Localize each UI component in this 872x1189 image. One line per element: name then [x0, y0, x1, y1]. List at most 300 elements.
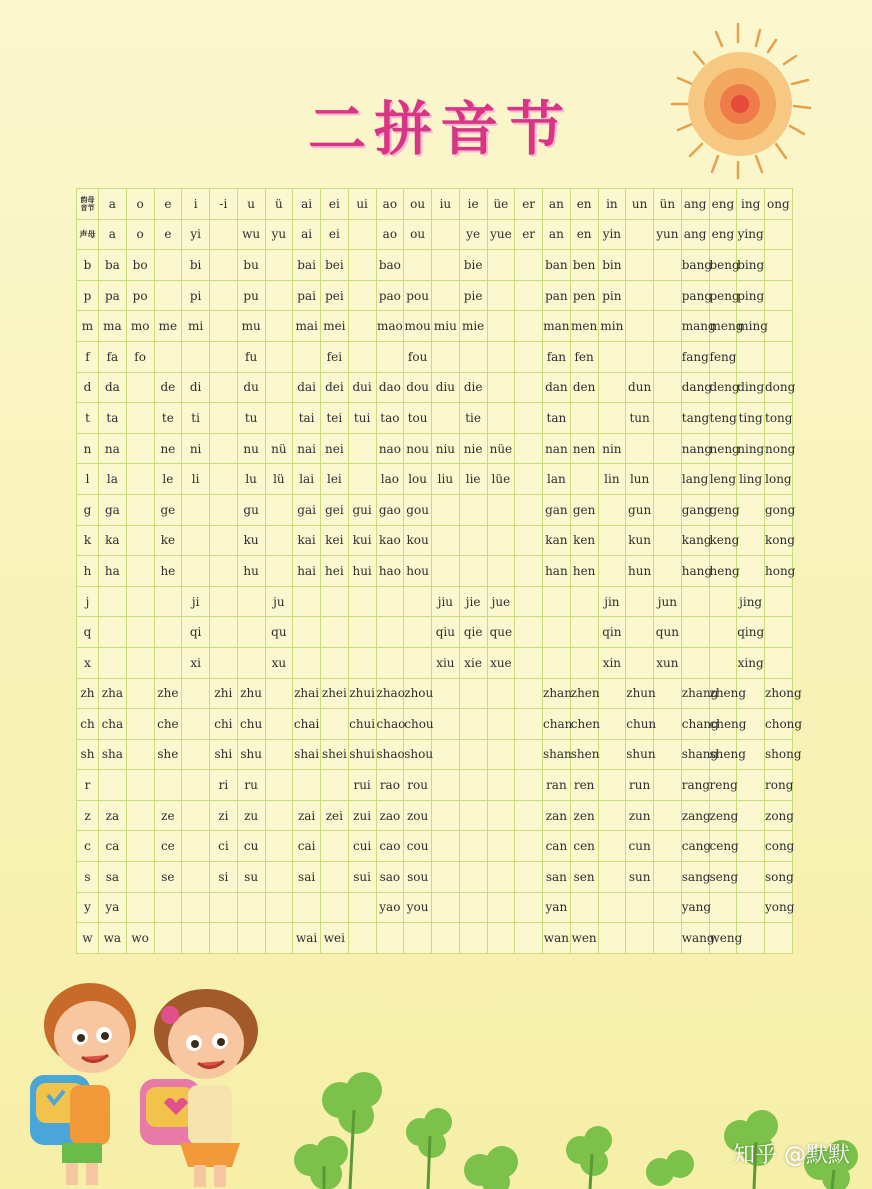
- syllable-cell: [543, 586, 571, 617]
- syllable-cell: ke: [154, 525, 182, 556]
- syllable-cell: [265, 739, 293, 770]
- syllable-cell: deng: [709, 372, 737, 403]
- syllable-cell: [487, 556, 515, 587]
- syllable-cell: lü: [265, 464, 293, 495]
- initial-cell: q: [77, 617, 99, 648]
- syllable-cell: [515, 617, 543, 648]
- syllable-cell: [598, 831, 626, 862]
- syllable-cell: [654, 800, 682, 831]
- syllable-cell: wan: [543, 923, 571, 954]
- syllable-cell: [765, 647, 793, 678]
- table-row: [77, 709, 793, 740]
- syllable-cell: ze: [154, 800, 182, 831]
- syllable-cell: feng: [709, 341, 737, 372]
- syllable-cell: bei: [321, 250, 349, 281]
- syllable-cell: [487, 923, 515, 954]
- final-header: e: [154, 189, 182, 220]
- syllable-cell: chun: [626, 709, 654, 740]
- syllable-cell: man: [543, 311, 571, 342]
- syllable-cell: bi: [182, 250, 210, 281]
- syllable-cell: zao: [376, 800, 404, 831]
- syllable-cell: mu: [237, 311, 265, 342]
- syllable-cell: [626, 250, 654, 281]
- syllable-cell: zun: [626, 800, 654, 831]
- syllable-cell: tou: [404, 403, 432, 434]
- syllable-cell: nou: [404, 433, 432, 464]
- header-row: [77, 189, 793, 220]
- syllable-cell: [321, 892, 349, 923]
- syllable-cell: geng: [709, 494, 737, 525]
- syllable-cell: [321, 709, 349, 740]
- initial-cell: zh: [77, 678, 99, 709]
- syllable-cell: [432, 341, 460, 372]
- syllable-cell: sheng: [709, 739, 737, 770]
- initial-cell: s: [77, 862, 99, 893]
- initial-cell: l: [77, 464, 99, 495]
- syllable-cell: tie: [459, 403, 487, 434]
- syllable-cell: [654, 464, 682, 495]
- syllable-cell: [126, 800, 154, 831]
- syllable-cell: zhi: [210, 678, 238, 709]
- table-row: [77, 341, 793, 372]
- syllable-cell: zhei: [321, 678, 349, 709]
- syllable-cell: [515, 280, 543, 311]
- syllable-cell: [348, 464, 376, 495]
- initial-cell: d: [77, 372, 99, 403]
- syllable-cell: nao: [376, 433, 404, 464]
- syllable-cell: [432, 250, 460, 281]
- syllable-cell: cong: [765, 831, 793, 862]
- syllable-cell: [737, 800, 765, 831]
- table-row: [77, 770, 793, 801]
- syllable-cell: [737, 770, 765, 801]
- final-header: iu: [432, 189, 460, 220]
- syllable-cell: zhen: [570, 678, 598, 709]
- syllable-cell: [182, 800, 210, 831]
- syllable-cell: lie: [459, 464, 487, 495]
- syllable-cell: jie: [459, 586, 487, 617]
- syllable-cell: kui: [348, 525, 376, 556]
- syllable-cell: [765, 617, 793, 648]
- syllable-cell: [126, 709, 154, 740]
- syllable-cell: [487, 280, 515, 311]
- syllable-cell: [487, 250, 515, 281]
- table-row: [77, 311, 793, 342]
- table-row: [77, 923, 793, 954]
- syllable-cell: [515, 586, 543, 617]
- syllable-cell: [626, 892, 654, 923]
- syllable-cell: cai: [293, 831, 321, 862]
- syllable-cell: kei: [321, 525, 349, 556]
- syllable-cell: lun: [626, 464, 654, 495]
- syllable-cell: [598, 892, 626, 923]
- syllable-cell: a: [99, 219, 127, 250]
- syllable-cell: nü: [265, 433, 293, 464]
- syllable-cell: [459, 678, 487, 709]
- syllable-cell: [765, 250, 793, 281]
- syllable-cell: [515, 892, 543, 923]
- syllable-cell: leng: [709, 464, 737, 495]
- initial-cell: c: [77, 831, 99, 862]
- syllable-cell: yi: [182, 219, 210, 250]
- syllable-cell: [210, 403, 238, 434]
- syllable-cell: hun: [626, 556, 654, 587]
- syllable-cell: [265, 923, 293, 954]
- table-row: [77, 494, 793, 525]
- table-row: [77, 403, 793, 434]
- syllable-cell: [237, 586, 265, 617]
- syllable-cell: nong: [765, 433, 793, 464]
- syllable-cell: [570, 617, 598, 648]
- syllable-cell: [487, 525, 515, 556]
- syllable-cell: [154, 770, 182, 801]
- syllable-cell: weng: [709, 923, 737, 954]
- syllable-cell: ge: [154, 494, 182, 525]
- syllable-cell: seng: [709, 862, 737, 893]
- syllable-cell: cen: [570, 831, 598, 862]
- initial-cell: h: [77, 556, 99, 587]
- syllable-cell: ma: [99, 311, 127, 342]
- initial-cell: j: [77, 586, 99, 617]
- syllable-cell: [99, 586, 127, 617]
- syllable-cell: yun: [654, 219, 682, 250]
- girl-figure: [140, 989, 258, 1187]
- syllable-cell: shun: [626, 739, 654, 770]
- syllable-cell: [654, 280, 682, 311]
- table-row: [77, 250, 793, 281]
- syllable-cell: you: [404, 892, 432, 923]
- syllable-cell: ben: [570, 250, 598, 281]
- syllable-cell: [210, 586, 238, 617]
- syllable-cell: [487, 831, 515, 862]
- syllable-cell: [515, 250, 543, 281]
- final-header: ai: [293, 189, 321, 220]
- syllable-cell: pang: [681, 280, 709, 311]
- initial-cell: t: [77, 403, 99, 434]
- syllable-cell: [459, 525, 487, 556]
- syllable-cell: su: [237, 862, 265, 893]
- syllable-cell: ou: [404, 219, 432, 250]
- final-header: ong: [765, 189, 793, 220]
- syllable-cell: [293, 647, 321, 678]
- syllable-cell: shei: [321, 739, 349, 770]
- table-row: [77, 586, 793, 617]
- syllable-cell: men: [570, 311, 598, 342]
- syllable-cell: [515, 923, 543, 954]
- syllable-cell: [515, 739, 543, 770]
- table-row: [77, 800, 793, 831]
- syllable-cell: [487, 678, 515, 709]
- syllable-cell: ken: [570, 525, 598, 556]
- syllable-cell: dan: [543, 372, 571, 403]
- syllable-cell: [459, 923, 487, 954]
- syllable-cell: chang: [681, 709, 709, 740]
- syllable-cell: [598, 862, 626, 893]
- syllable-cell: [210, 923, 238, 954]
- syllable-cell: chu: [237, 709, 265, 740]
- syllable-cell: dui: [348, 372, 376, 403]
- syllable-cell: [265, 525, 293, 556]
- syllable-cell: [404, 923, 432, 954]
- syllable-cell: xiu: [432, 647, 460, 678]
- syllable-cell: [126, 586, 154, 617]
- syllable-cell: wen: [570, 923, 598, 954]
- syllable-cell: gu: [237, 494, 265, 525]
- syllable-cell: ta: [99, 403, 127, 434]
- syllable-cell: ran: [543, 770, 571, 801]
- syllable-cell: mou: [404, 311, 432, 342]
- syllable-cell: reng: [709, 770, 737, 801]
- watermark-text: 知乎 @默默: [733, 1143, 850, 1168]
- syllable-cell: [126, 556, 154, 587]
- syllable-cell: niu: [432, 433, 460, 464]
- syllable-cell: qiu: [432, 617, 460, 648]
- syllable-cell: tao: [376, 403, 404, 434]
- syllable-cell: [321, 647, 349, 678]
- syllable-cell: ce: [154, 831, 182, 862]
- syllable-cell: [126, 433, 154, 464]
- syllable-cell: xi: [182, 647, 210, 678]
- syllable-cell: qun: [654, 617, 682, 648]
- syllable-cell: lan: [543, 464, 571, 495]
- syllable-cell: pi: [182, 280, 210, 311]
- syllable-cell: [515, 494, 543, 525]
- syllable-cell: [182, 862, 210, 893]
- syllable-cell: [237, 923, 265, 954]
- syllable-cell: [210, 341, 238, 372]
- syllable-cell: [321, 770, 349, 801]
- syllable-cell: [654, 739, 682, 770]
- syllable-cell: [182, 678, 210, 709]
- final-header: ang: [681, 189, 709, 220]
- syllable-cell: [515, 647, 543, 678]
- syllable-cell: [210, 219, 238, 250]
- syllable-cell: gun: [626, 494, 654, 525]
- syllable-cell: xue: [487, 647, 515, 678]
- syllable-cell: [210, 617, 238, 648]
- initial-cell: g: [77, 494, 99, 525]
- syllable-cell: se: [154, 862, 182, 893]
- syllable-cell: [210, 280, 238, 311]
- syllable-cell: [459, 341, 487, 372]
- boy-figure: [30, 983, 136, 1185]
- initial-cell: b: [77, 250, 99, 281]
- syllable-cell: [432, 280, 460, 311]
- syllable-cell: fang: [681, 341, 709, 372]
- syllable-cell: hao: [376, 556, 404, 587]
- syllable-cell: zai: [293, 800, 321, 831]
- syllable-cell: ei: [321, 219, 349, 250]
- syllable-cell: pu: [237, 280, 265, 311]
- sun-illustration: [668, 22, 818, 192]
- syllable-cell: [321, 831, 349, 862]
- syllable-cell: [265, 892, 293, 923]
- syllable-cell: [432, 739, 460, 770]
- syllable-cell: en: [570, 219, 598, 250]
- initial-cell: m: [77, 311, 99, 342]
- final-header: a: [99, 189, 127, 220]
- syllable-cell: zhou: [404, 678, 432, 709]
- final-header: eng: [709, 189, 737, 220]
- syllable-cell: [432, 770, 460, 801]
- syllable-cell: [432, 709, 460, 740]
- syllable-cell: [210, 556, 238, 587]
- syllable-cell: rao: [376, 770, 404, 801]
- syllable-cell: [210, 311, 238, 342]
- syllable-cell: fan: [543, 341, 571, 372]
- syllable-cell: [99, 770, 127, 801]
- syllable-cell: [654, 372, 682, 403]
- syllable-cell: heng: [709, 556, 737, 587]
- initial-cell: y: [77, 892, 99, 923]
- corner-cell: [77, 189, 99, 220]
- syllable-cell: lüe: [487, 464, 515, 495]
- syllable-cell: [348, 892, 376, 923]
- initial-cell: sh: [77, 739, 99, 770]
- syllable-cell: [348, 433, 376, 464]
- syllable-cell: shao: [376, 739, 404, 770]
- syllable-cell: [348, 250, 376, 281]
- final-header: i: [182, 189, 210, 220]
- syllable-cell: [515, 403, 543, 434]
- syllable-cell: [376, 923, 404, 954]
- syllable-cell: fou: [404, 341, 432, 372]
- syllable-cell: bing: [737, 250, 765, 281]
- syllable-cell: zen: [570, 800, 598, 831]
- syllable-cell: [126, 494, 154, 525]
- syllable-cell: lu: [237, 464, 265, 495]
- syllable-cell: [154, 617, 182, 648]
- syllable-cell: ding: [737, 372, 765, 403]
- syllable-cell: [432, 678, 460, 709]
- table-row: [77, 525, 793, 556]
- syllable-cell: [765, 923, 793, 954]
- syllable-cell: dang: [681, 372, 709, 403]
- syllable-cell: zhan: [543, 678, 571, 709]
- syllable-cell: [182, 739, 210, 770]
- syllable-cell: [348, 280, 376, 311]
- syllable-cell: zheng: [709, 678, 737, 709]
- syllable-cell: [182, 923, 210, 954]
- syllable-cell: [487, 311, 515, 342]
- syllable-cell: [182, 831, 210, 862]
- syllable-cell: [459, 739, 487, 770]
- syllable-cell: qi: [182, 617, 210, 648]
- syllable-cell: mo: [126, 311, 154, 342]
- syllable-cell: tui: [348, 403, 376, 434]
- syllable-cell: can: [543, 831, 571, 862]
- syllable-cell: zui: [348, 800, 376, 831]
- final-header: ei: [321, 189, 349, 220]
- table-row: [77, 372, 793, 403]
- syllable-cell: wu: [237, 219, 265, 250]
- syllable-cell: kong: [765, 525, 793, 556]
- syllable-cell: [570, 647, 598, 678]
- syllable-cell: [404, 586, 432, 617]
- final-header: u: [237, 189, 265, 220]
- syllable-cell: [737, 556, 765, 587]
- syllable-cell: [126, 617, 154, 648]
- initial-cell: f: [77, 341, 99, 372]
- syllable-cell: pa: [99, 280, 127, 311]
- syllable-cell: yan: [543, 892, 571, 923]
- syllable-cell: [459, 800, 487, 831]
- syllable-cell: fei: [321, 341, 349, 372]
- syllable-cell: [432, 831, 460, 862]
- syllable-cell: zha: [99, 678, 127, 709]
- syllable-cell: zhu: [237, 678, 265, 709]
- syllable-cell: de: [154, 372, 182, 403]
- syllable-cell: [709, 647, 737, 678]
- syllable-cell: [737, 862, 765, 893]
- syllable-cell: jun: [654, 586, 682, 617]
- syllable-cell: dei: [321, 372, 349, 403]
- syllable-cell: an: [543, 219, 571, 250]
- initial-cell: x: [77, 647, 99, 678]
- clover-decoration: [280, 1060, 872, 1189]
- syllable-cell: [348, 341, 376, 372]
- syllable-cell: tang: [681, 403, 709, 434]
- syllable-cell: [654, 892, 682, 923]
- syllable-cell: si: [210, 862, 238, 893]
- syllable-cell: san: [543, 862, 571, 893]
- syllable-cell: yong: [765, 892, 793, 923]
- syllable-cell: [182, 709, 210, 740]
- syllable-cell: chui: [348, 709, 376, 740]
- syllable-cell: sao: [376, 862, 404, 893]
- syllable-cell: [654, 862, 682, 893]
- syllable-cell: [654, 341, 682, 372]
- syllable-cell: [515, 464, 543, 495]
- syllable-cell: [598, 800, 626, 831]
- syllable-cell: bao: [376, 250, 404, 281]
- syllable-cell: he: [154, 556, 182, 587]
- syllable-cell: kou: [404, 525, 432, 556]
- syllable-cell: kang: [681, 525, 709, 556]
- syllable-cell: [432, 800, 460, 831]
- syllable-cell: [210, 464, 238, 495]
- syllable-cell: neng: [709, 433, 737, 464]
- syllable-cell: pin: [598, 280, 626, 311]
- syllable-cell: long: [765, 464, 793, 495]
- final-header: ao: [376, 189, 404, 220]
- syllable-cell: [210, 372, 238, 403]
- syllable-cell: [459, 709, 487, 740]
- children-illustration: [0, 975, 290, 1189]
- final-header: ü: [265, 189, 293, 220]
- syllable-cell: dai: [293, 372, 321, 403]
- syllable-cell: xing: [737, 647, 765, 678]
- syllable-cell: [265, 770, 293, 801]
- syllable-cell: fa: [99, 341, 127, 372]
- syllable-cell: [487, 372, 515, 403]
- syllable-cell: [598, 923, 626, 954]
- syllable-cell: lang: [681, 464, 709, 495]
- syllable-cell: dou: [404, 372, 432, 403]
- syllable-cell: ye: [459, 219, 487, 250]
- table-row: [77, 219, 793, 250]
- final-header: ui: [348, 189, 376, 220]
- syllable-cell: [737, 525, 765, 556]
- syllable-cell: [737, 892, 765, 923]
- syllable-cell: zu: [237, 800, 265, 831]
- syllable-cell: kan: [543, 525, 571, 556]
- syllable-cell: [654, 709, 682, 740]
- syllable-cell: han: [543, 556, 571, 587]
- syllable-cell: qu: [265, 617, 293, 648]
- syllable-cell: [626, 341, 654, 372]
- syllable-cell: kun: [626, 525, 654, 556]
